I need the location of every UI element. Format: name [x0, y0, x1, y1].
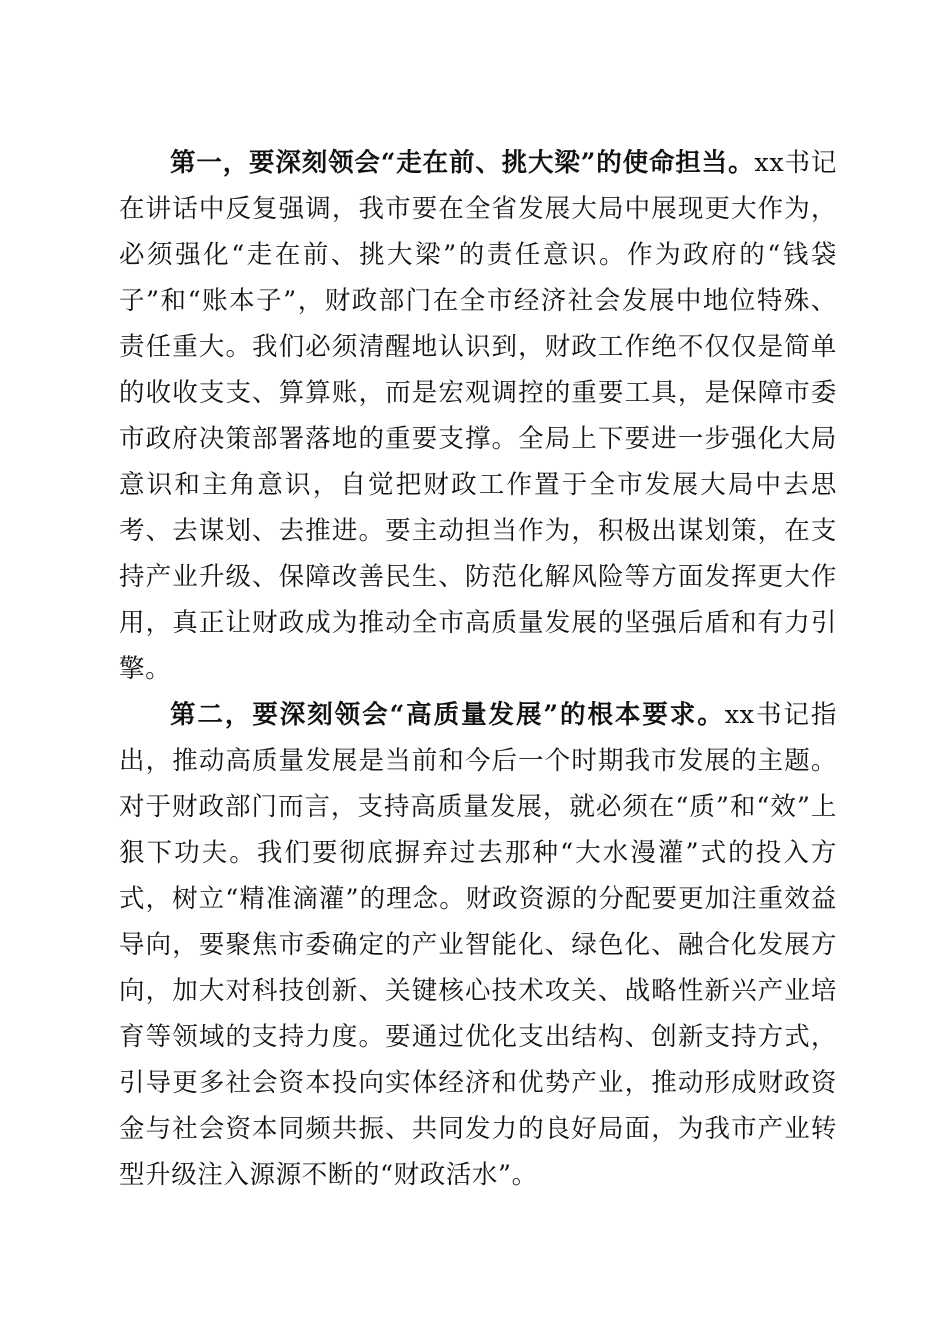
- paragraph-1: [119, 140, 837, 692]
- paragraph-2-text: xx书记指出，推动高质量发展是当前和今后一个时期我市发展的主题。对于财政部门而言，支持高质量发展，就必须在“质”和“效”上狠下功夫。我们要彻底摒弃过去那种“大水漫灌”式的投入方式，树立“精准滴灌”的理念。财政资源的分配要更加注重效益导向，要聚焦市委确定的产业智能化、绿色化、融合化发展方向，加大对科技创新、关键核心技术攻关、战略性新兴产业培育等领域的支持力度。要通过优化支出结构、创新支持方式，引导更多社会资本投向实体经济和优势产业，推动形成财政资金与社会资本同频共振、共同发力的良好局面，为我市产业转型升级注入源源不断的“财政活水”。: [119, 700, 838, 1190]
- document-body: [119, 140, 837, 1198]
- paragraph-1-text: xx书记在讲话中反复强调，我市要在全省发展大局中展现更大作为，必须强化“走在前、挑大梁”的责任意识。作为政府的“钱袋子”和“账本子”，财政部门在全市经济社会发展中地位特殊、责任重大。我们必须清醒地认识到，财政工作绝不仅仅是简单的收收支支、算算账，而是宏观调控的重要工具，是保障市委市政府决策部署落地的重要支撑。全局上下要进一步强化大局意识和主角意识，自觉把财政工作置于全市发展大局中去思考、去谋划、去推进。要主动担当作为，积极出谋划策，在支持产业升级、保障改善民生、防范化解风险等方面发挥更大作用，真正让财政成为推动全市高质量发展的坚强后盾和有力引擎。: [119, 148, 838, 684]
- paragraph-2: [119, 692, 837, 1198]
- paragraph-2-heading: 第二，要深刻领会“高质量发展”的根本要求。: [170, 700, 725, 730]
- paragraph-1-heading: 第一，要深刻领会“走在前、挑大梁”的使命担当。: [170, 148, 755, 178]
